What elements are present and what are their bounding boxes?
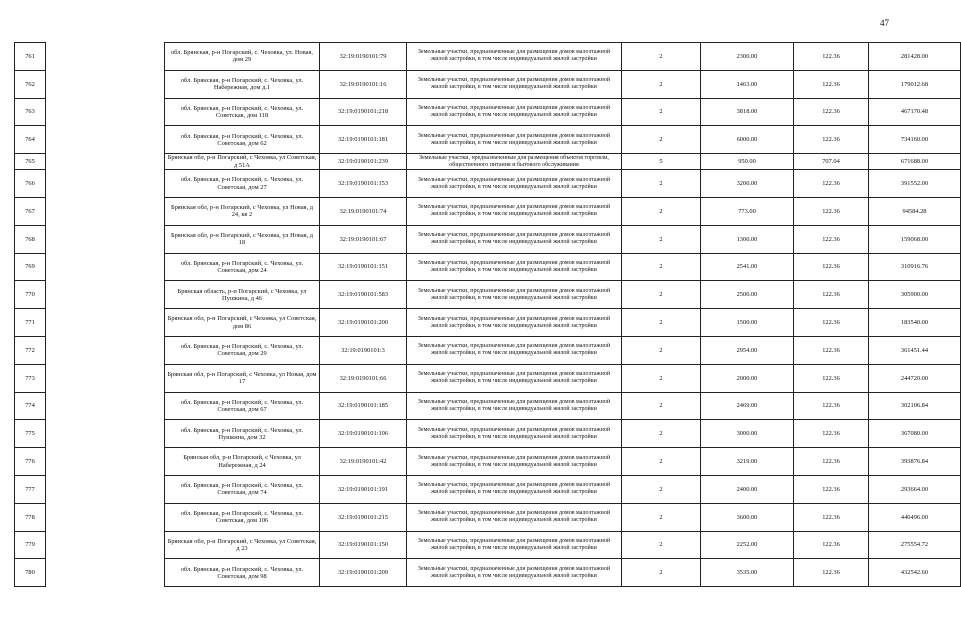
empty-cell bbox=[46, 503, 165, 531]
group-cell: 2 bbox=[622, 70, 701, 98]
empty-cell bbox=[46, 559, 165, 587]
cadastral-value-cell: 179012.68 bbox=[869, 70, 961, 98]
address-cell: Брянская обл, р-н Погарский, с Чеховка, ул Новая, д 18 bbox=[165, 225, 320, 253]
area-cell: 1500.00 bbox=[701, 309, 794, 337]
cadastral-value-cell: 467170.48 bbox=[869, 98, 961, 126]
land-use-cell: Земельные участки, предназначенные для размещения домов малоэтажной жилой застройки, в том числе индивидуальной жилой застройки bbox=[407, 170, 622, 198]
land-use-cell: Земельные участки, предназначенные для размещения домов малоэтажной жилой застройки, в том числе индивидуальной жилой застройки bbox=[407, 392, 622, 420]
table-row bbox=[15, 420, 961, 448]
rate-cell: 122.36 bbox=[794, 126, 869, 154]
group-cell: 2 bbox=[622, 336, 701, 364]
table-row bbox=[15, 503, 961, 531]
cadastral-number-cell: 32:19:0190101:66 bbox=[320, 364, 407, 392]
group-cell: 2 bbox=[622, 448, 701, 476]
cadastral-value-table bbox=[14, 42, 961, 587]
table-row bbox=[15, 126, 961, 154]
cadastral-number-cell: 32:19:0190101:153 bbox=[320, 170, 407, 198]
address-cell: Брянская обл, р-н Погарский, с Чеховка, ул Новая, дом 17 bbox=[165, 364, 320, 392]
cadastral-number-cell: 32:19:0190101:181 bbox=[320, 126, 407, 154]
area-cell: 3600.00 bbox=[701, 503, 794, 531]
land-use-cell: Земельные участки, предназначенные для размещения домов малоэтажной жилой застройки, в том числе индивидуальной жилой застройки bbox=[407, 448, 622, 476]
cadastral-number-cell: 32:19:0190101:209 bbox=[320, 559, 407, 587]
row-number: 769 bbox=[15, 253, 46, 281]
table-row bbox=[15, 225, 961, 253]
land-use-cell: Земельные участки, предназначенные для размещения домов малоэтажной жилой застройки, в том числе индивидуальной жилой застройки bbox=[407, 98, 622, 126]
address-cell: Брянская обл, р-н Погарский, с Чеховка, ул Новая, д 24, кв 2 bbox=[165, 197, 320, 225]
table-row bbox=[15, 475, 961, 503]
row-number: 767 bbox=[15, 197, 46, 225]
group-cell: 2 bbox=[622, 253, 701, 281]
address-cell: Брянская обл, р-н Погарский, с Чеховка, ул Советская, дом 86 bbox=[165, 309, 320, 337]
row-number: 764 bbox=[15, 126, 46, 154]
address-cell: обл. Брянская, р-н Погарский, с. Чеховка, ул. Набережная, дом д.1 bbox=[165, 70, 320, 98]
group-cell: 2 bbox=[622, 170, 701, 198]
rate-cell: 122.36 bbox=[794, 253, 869, 281]
row-number: 776 bbox=[15, 448, 46, 476]
cadastral-value-cell: 293664.00 bbox=[869, 475, 961, 503]
land-use-cell: Земельные участки, предназначенные для размещения домов малоэтажной жилой застройки, в том числе индивидуальной жилой застройки bbox=[407, 281, 622, 309]
empty-cell bbox=[46, 392, 165, 420]
cadastral-number-cell: 32:19:0190101:67 bbox=[320, 225, 407, 253]
group-cell: 2 bbox=[622, 392, 701, 420]
empty-cell bbox=[46, 475, 165, 503]
group-cell: 2 bbox=[622, 225, 701, 253]
row-number: 771 bbox=[15, 309, 46, 337]
rate-cell: 122.36 bbox=[794, 170, 869, 198]
rate-cell: 122.36 bbox=[794, 420, 869, 448]
empty-cell bbox=[46, 170, 165, 198]
cadastral-number-cell: 32:19:0190101:200 bbox=[320, 309, 407, 337]
row-number: 773 bbox=[15, 364, 46, 392]
cadastral-value-cell: 432542.60 bbox=[869, 559, 961, 587]
table-body bbox=[15, 43, 961, 587]
area-cell: 2500.00 bbox=[701, 281, 794, 309]
cadastral-number-cell: 32:19:0190101:151 bbox=[320, 253, 407, 281]
land-use-cell: Земельные участки, предназначенные для размещения домов малоэтажной жилой застройки, в том числе индивидуальной жилой застройки bbox=[407, 531, 622, 559]
rate-cell: 122.36 bbox=[794, 364, 869, 392]
address-cell: обл. Брянская, р-н Погарский, с. Чеховка, ул. Советская, дом 24 bbox=[165, 253, 320, 281]
rate-cell: 122.36 bbox=[794, 559, 869, 587]
land-use-cell: Земельные участки, предназначенные для размещения объектов торговли, общественного питания и бытового обслуживания bbox=[407, 154, 622, 170]
area-cell: 2252.00 bbox=[701, 531, 794, 559]
group-cell: 2 bbox=[622, 503, 701, 531]
cadastral-value-cell: 94584.28 bbox=[869, 197, 961, 225]
area-cell: 3535.00 bbox=[701, 559, 794, 587]
group-cell: 2 bbox=[622, 281, 701, 309]
table-row bbox=[15, 43, 961, 71]
cadastral-value-cell: 393876.84 bbox=[869, 448, 961, 476]
rate-cell: 122.36 bbox=[794, 309, 869, 337]
cadastral-number-cell: 32:19:0190101:3 bbox=[320, 336, 407, 364]
address-cell: обл. Брянская, р-н Погарский, с. Чеховка, ул. Советская, дом 67 bbox=[165, 392, 320, 420]
land-use-cell: Земельные участки, предназначенные для размещения домов малоэтажной жилой застройки, в том числе индивидуальной жилой застройки bbox=[407, 475, 622, 503]
rate-cell: 122.36 bbox=[794, 392, 869, 420]
land-use-cell: Земельные участки, предназначенные для размещения домов малоэтажной жилой застройки, в том числе индивидуальной жилой застройки bbox=[407, 253, 622, 281]
cadastral-number-cell: 32:19:0190101:16 bbox=[320, 70, 407, 98]
area-cell: 6000.00 bbox=[701, 126, 794, 154]
table-row bbox=[15, 336, 961, 364]
empty-cell bbox=[46, 336, 165, 364]
area-cell: 2541.00 bbox=[701, 253, 794, 281]
cadastral-number-cell: 32:19:0190101:79 bbox=[320, 43, 407, 71]
row-number: 766 bbox=[15, 170, 46, 198]
row-number: 777 bbox=[15, 475, 46, 503]
cadastral-number-cell: 32:19:0190101:74 bbox=[320, 197, 407, 225]
address-cell: Брянская обл, р-н Погарский, с Чеховка, ул Набережная, д 24 bbox=[165, 448, 320, 476]
cadastral-value-cell: 671688.00 bbox=[869, 154, 961, 170]
land-use-cell: Земельные участки, предназначенные для размещения домов малоэтажной жилой застройки, в том числе индивидуальной жилой застройки bbox=[407, 559, 622, 587]
land-use-cell: Земельные участки, предназначенные для размещения домов малоэтажной жилой застройки, в том числе индивидуальной жилой застройки bbox=[407, 126, 622, 154]
table-row bbox=[15, 154, 961, 170]
row-number: 780 bbox=[15, 559, 46, 587]
empty-cell bbox=[46, 126, 165, 154]
group-cell: 2 bbox=[622, 126, 701, 154]
table-row bbox=[15, 70, 961, 98]
rate-cell: 122.36 bbox=[794, 503, 869, 531]
empty-cell bbox=[46, 225, 165, 253]
address-cell: обл. Брянская, р-н Погарский, с. Чеховка, ул. Пушкина, дом 32 bbox=[165, 420, 320, 448]
cadastral-number-cell: 32:19:0190101:218 bbox=[320, 98, 407, 126]
row-number: 775 bbox=[15, 420, 46, 448]
group-cell: 2 bbox=[622, 559, 701, 587]
empty-cell bbox=[46, 70, 165, 98]
page-number: 47 bbox=[880, 18, 889, 28]
group-cell: 5 bbox=[622, 154, 701, 170]
group-cell: 2 bbox=[622, 309, 701, 337]
land-use-cell: Земельные участки, предназначенные для размещения домов малоэтажной жилой застройки, в том числе индивидуальной жилой застройки bbox=[407, 197, 622, 225]
group-cell: 2 bbox=[622, 364, 701, 392]
table-row bbox=[15, 531, 961, 559]
cadastral-value-cell: 183540.00 bbox=[869, 309, 961, 337]
land-use-cell: Земельные участки, предназначенные для размещения домов малоэтажной жилой застройки, в том числе индивидуальной жилой застройки bbox=[407, 364, 622, 392]
cadastral-number-cell: 32:19:0190101:191 bbox=[320, 475, 407, 503]
address-cell: Брянская обл, р-н Погарский, с Чеховка, ул Советская, д 23 bbox=[165, 531, 320, 559]
row-number: 762 bbox=[15, 70, 46, 98]
land-use-cell: Земельные участки, предназначенные для размещения домов малоэтажной жилой застройки, в том числе индивидуальной жилой застройки bbox=[407, 43, 622, 71]
group-cell: 2 bbox=[622, 43, 701, 71]
row-number: 768 bbox=[15, 225, 46, 253]
table-row bbox=[15, 98, 961, 126]
group-cell: 2 bbox=[622, 197, 701, 225]
row-number: 770 bbox=[15, 281, 46, 309]
address-cell: обл. Брянская, р-н Погарский, с. Чеховка, ул. Советская, дом 27 bbox=[165, 170, 320, 198]
row-number: 779 bbox=[15, 531, 46, 559]
cadastral-number-cell: 32:19:0190101:185 bbox=[320, 392, 407, 420]
area-cell: 1463.00 bbox=[701, 70, 794, 98]
cadastral-value-cell: 281428.00 bbox=[869, 43, 961, 71]
empty-cell bbox=[46, 281, 165, 309]
table-row bbox=[15, 309, 961, 337]
cadastral-value-cell: 275554.72 bbox=[869, 531, 961, 559]
area-cell: 2300.00 bbox=[701, 43, 794, 71]
rate-cell: 122.36 bbox=[794, 70, 869, 98]
address-cell: Брянская область, р-н Погарский, с Чеховка, ул Пушкина, д 46 bbox=[165, 281, 320, 309]
empty-cell bbox=[46, 309, 165, 337]
row-number: 761 bbox=[15, 43, 46, 71]
cadastral-value-cell: 302106.84 bbox=[869, 392, 961, 420]
cadastral-value-cell: 361451.44 bbox=[869, 336, 961, 364]
empty-cell bbox=[46, 98, 165, 126]
empty-cell bbox=[46, 253, 165, 281]
cadastral-value-cell: 310916.76 bbox=[869, 253, 961, 281]
address-cell: Брянская обл, р-н Погарский, с Чеховка, ул Советская, д 51А bbox=[165, 154, 320, 170]
address-cell: обл. Брянская, р-н Погарский, с. Чеховка, ул. Советская, дом 106 bbox=[165, 503, 320, 531]
table-row bbox=[15, 448, 961, 476]
cadastral-value-cell: 734160.00 bbox=[869, 126, 961, 154]
land-use-cell: Земельные участки, предназначенные для размещения домов малоэтажной жилой застройки, в том числе индивидуальной жилой застройки bbox=[407, 503, 622, 531]
empty-cell bbox=[46, 364, 165, 392]
address-cell: обл. Брянская, р-н Погарский, с. Чеховка, ул. Советская, дом 98 bbox=[165, 559, 320, 587]
empty-cell bbox=[46, 448, 165, 476]
row-number: 778 bbox=[15, 503, 46, 531]
cadastral-value-cell: 367080.00 bbox=[869, 420, 961, 448]
cadastral-value-cell: 305900.00 bbox=[869, 281, 961, 309]
group-cell: 2 bbox=[622, 420, 701, 448]
row-number: 774 bbox=[15, 392, 46, 420]
group-cell: 2 bbox=[622, 475, 701, 503]
area-cell: 3200.00 bbox=[701, 170, 794, 198]
cadastral-value-cell: 440496.00 bbox=[869, 503, 961, 531]
area-cell: 3818.00 bbox=[701, 98, 794, 126]
table-row bbox=[15, 281, 961, 309]
rate-cell: 122.36 bbox=[794, 336, 869, 364]
rate-cell: 122.36 bbox=[794, 531, 869, 559]
address-cell: обл. Брянская, р-н Погарский, с. Чеховка, ул. Новая, дом 29 bbox=[165, 43, 320, 71]
rate-cell: 122.36 bbox=[794, 448, 869, 476]
rate-cell: 122.36 bbox=[794, 197, 869, 225]
rate-cell: 122.36 bbox=[794, 98, 869, 126]
area-cell: 950.00 bbox=[701, 154, 794, 170]
group-cell: 2 bbox=[622, 531, 701, 559]
address-cell: обл. Брянская, р-н Погарский, с. Чеховка, ул. Советская, дом 74 bbox=[165, 475, 320, 503]
empty-cell bbox=[46, 154, 165, 170]
area-cell: 2469.00 bbox=[701, 392, 794, 420]
cadastral-number-cell: 32:19:0190101:215 bbox=[320, 503, 407, 531]
row-number: 772 bbox=[15, 336, 46, 364]
address-cell: обл. Брянская, р-н Погарский, с. Чеховка, ул. Советская, дом 118 bbox=[165, 98, 320, 126]
cadastral-number-cell: 32:19:0190101:150 bbox=[320, 531, 407, 559]
table-row bbox=[15, 197, 961, 225]
rate-cell: 122.36 bbox=[794, 281, 869, 309]
empty-cell bbox=[46, 197, 165, 225]
land-use-cell: Земельные участки, предназначенные для размещения домов малоэтажной жилой застройки, в том числе индивидуальной жилой застройки bbox=[407, 309, 622, 337]
cadastral-number-cell: 32:19:0190101:42 bbox=[320, 448, 407, 476]
land-use-cell: Земельные участки, предназначенные для размещения домов малоэтажной жилой застройки, в том числе индивидуальной жилой застройки bbox=[407, 336, 622, 364]
row-number: 765 bbox=[15, 154, 46, 170]
table-row bbox=[15, 392, 961, 420]
empty-cell bbox=[46, 531, 165, 559]
table-row bbox=[15, 253, 961, 281]
area-cell: 3219.00 bbox=[701, 448, 794, 476]
area-cell: 2000.00 bbox=[701, 364, 794, 392]
empty-cell bbox=[46, 43, 165, 71]
land-use-cell: Земельные участки, предназначенные для размещения домов малоэтажной жилой застройки, в том числе индивидуальной жилой застройки bbox=[407, 70, 622, 98]
row-number: 763 bbox=[15, 98, 46, 126]
cadastral-value-cell: 391552.00 bbox=[869, 170, 961, 198]
table-row bbox=[15, 170, 961, 198]
land-use-cell: Земельные участки, предназначенные для размещения домов малоэтажной жилой застройки, в том числе индивидуальной жилой застройки bbox=[407, 225, 622, 253]
area-cell: 3000.00 bbox=[701, 420, 794, 448]
cadastral-number-cell: 32:19:0190101:583 bbox=[320, 281, 407, 309]
area-cell: 2954.00 bbox=[701, 336, 794, 364]
rate-cell: 122.36 bbox=[794, 475, 869, 503]
address-cell: обл. Брянская, р-н Погарский, с. Чеховка, ул. Советская, дом 29 bbox=[165, 336, 320, 364]
group-cell: 2 bbox=[622, 98, 701, 126]
address-cell: обл. Брянская, р-н Погарский, с. Чеховка, ул. Советская, дом 62 bbox=[165, 126, 320, 154]
cadastral-value-cell: 244720.00 bbox=[869, 364, 961, 392]
area-cell: 773.00 bbox=[701, 197, 794, 225]
rate-cell: 707.04 bbox=[794, 154, 869, 170]
table-row bbox=[15, 559, 961, 587]
empty-cell bbox=[46, 420, 165, 448]
rate-cell: 122.36 bbox=[794, 225, 869, 253]
cadastral-number-cell: 32:19:0190101:106 bbox=[320, 420, 407, 448]
cadastral-value-cell: 159068.00 bbox=[869, 225, 961, 253]
rate-cell: 122.36 bbox=[794, 43, 869, 71]
area-cell: 2400.00 bbox=[701, 475, 794, 503]
land-use-cell: Земельные участки, предназначенные для размещения домов малоэтажной жилой застройки, в том числе индивидуальной жилой застройки bbox=[407, 420, 622, 448]
table-row bbox=[15, 364, 961, 392]
cadastral-number-cell: 32:19:0190101:239 bbox=[320, 154, 407, 170]
area-cell: 1300.00 bbox=[701, 225, 794, 253]
